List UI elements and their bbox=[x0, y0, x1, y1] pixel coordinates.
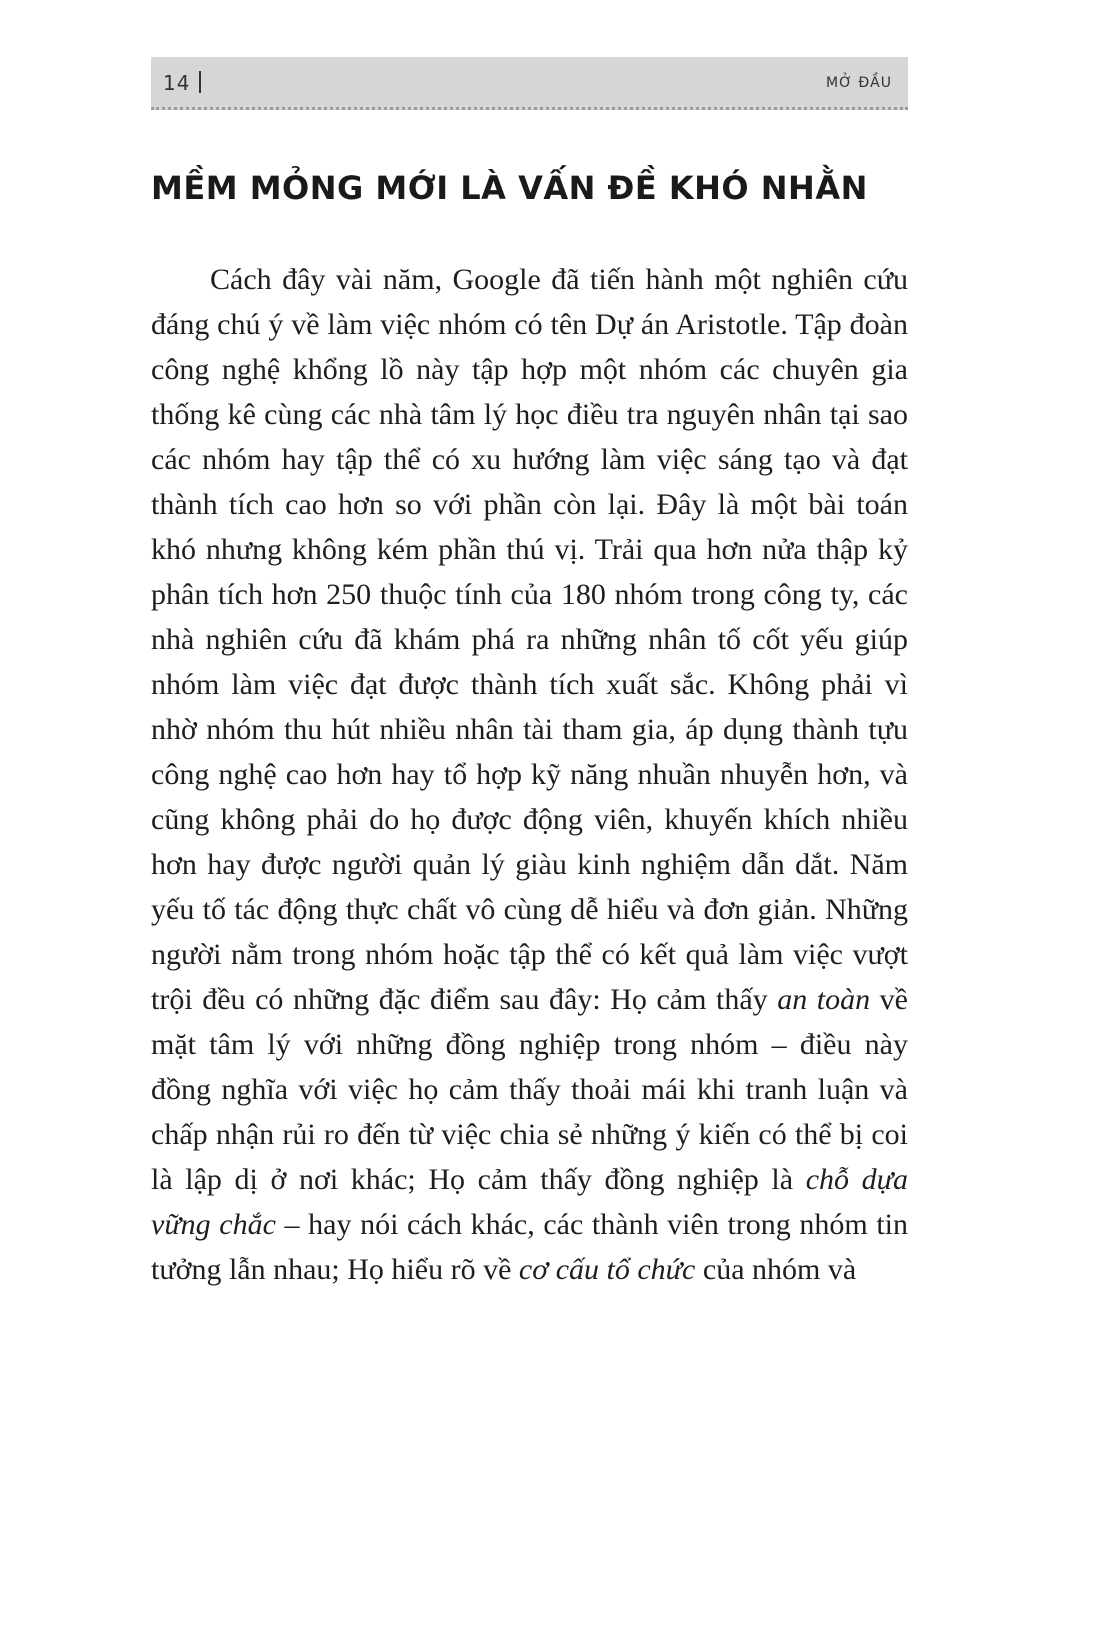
emphasis-an-toan: an toàn bbox=[777, 983, 871, 1016]
body-text-segment: của nhóm và bbox=[695, 1253, 857, 1286]
emphasis-cho-dua-vung-chac: chỗ dựa vững chắc bbox=[151, 1163, 909, 1241]
emphasis-co-cau-to-chuc: cơ cấu tổ chức bbox=[518, 1253, 696, 1286]
body-text-segment: về mặt tâm lý với những đồng nghiệp trong nhóm – điều này đồng nghĩa với việc họ cảm thấy thoải mái khi tranh luận và chấp nhận rủi ro đến từ việc chia sẻ những ý kiến có thể bị coi là lập dị ở nơi khác; Họ cảm thấy đồng nghiệp là bbox=[151, 983, 908, 1196]
section-label: MỞ ĐẦU bbox=[826, 75, 892, 91]
running-header bbox=[151, 57, 908, 110]
chapter-title: MỀM MỎNG MỚI LÀ VẤN ĐỀ KHÓ NHẰN bbox=[151, 169, 868, 207]
header-divider bbox=[199, 71, 201, 93]
body-text-segment: Cách đây vài năm, Google đã tiến hành một nghiên cứu đáng chú ý về làm việc nhóm có tên Dự án Aristotle. Tập đoàn công nghệ khổng lồ này tập hợp một nhóm các chuyên gia thống kê cùng các nhà tâm lý học điều tra nguyên nhân tại sao các nhóm hay tập thể có xu hướng làm việc sáng tạo và đạt thành tích cao hơn so với phần còn lại. Đây là một bài toán khó nhưng không kém phần thú vị. Trải qua hơn nửa thập kỷ phân tích hơn 250 thuộc tính của 180 nhóm trong công ty, các nhà nghiên cứu đã khám phá ra những nhân tố cốt yếu giúp nhóm làm việc đạt được thành tích xuất sắc. Không phải vì nhờ nhóm thu hút nhiều nhân tài tham gia, áp dụng thành tựu công nghệ cao hơn hay tổ hợp kỹ năng nhuần nhuyễn hơn, và cũng không phải do họ được động viên, khuyến khích nhiều hơn hay được người quản lý giàu kinh nghiệm dẫn dắt. Năm yếu tố tác động thực chất vô cùng dễ hiểu và đơn giản. Những người nằm trong nhóm hoặc tập thể có kết quả làm việc vượt trội đều có những đặc điểm sau đây: Họ cảm thấy bbox=[151, 263, 908, 1016]
body-text-segment: – hay nói cách khác, các thành viên trong nhóm tin tưởng lẫn nhau; Họ hiểu rõ về bbox=[151, 1208, 909, 1286]
body-paragraph bbox=[151, 257, 908, 1292]
page-number: 14 bbox=[163, 71, 191, 95]
